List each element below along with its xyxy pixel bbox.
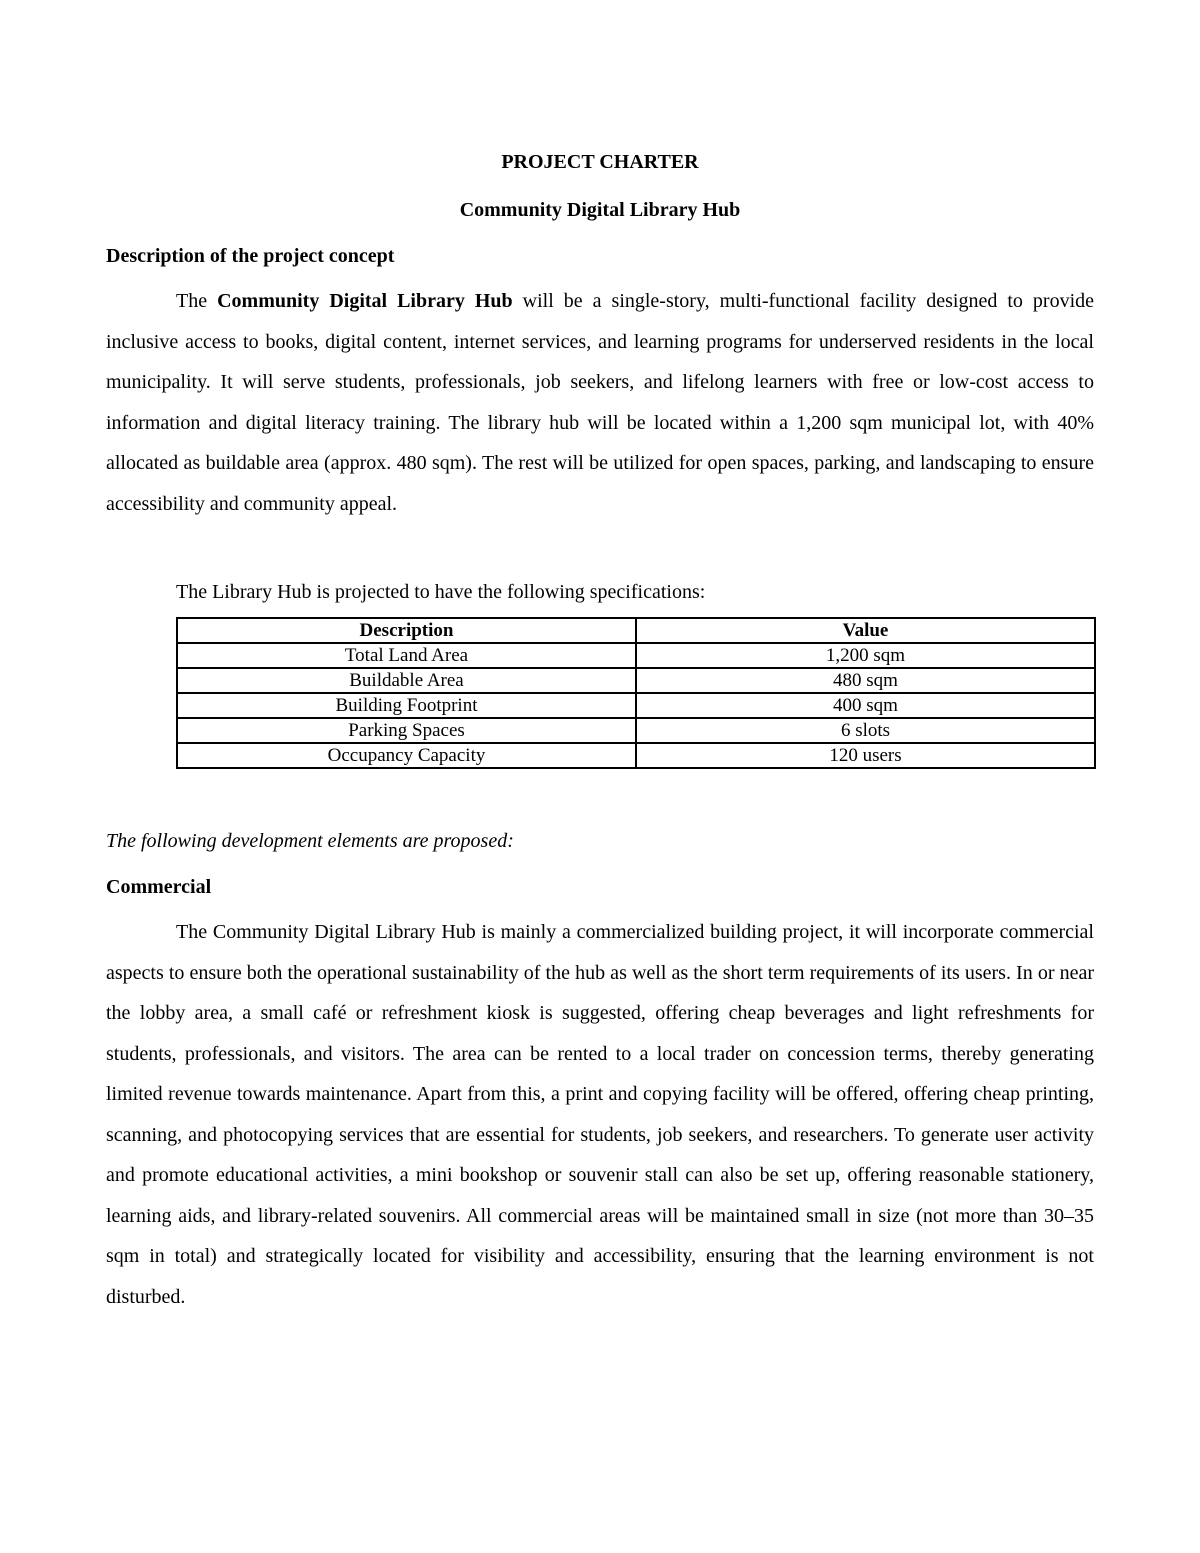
project-name-bold: Community Digital Library Hub [217,290,513,312]
section-heading-commercial: Commercial [106,876,212,898]
section-heading-description: Description of the project concept [106,245,395,267]
table-cell-description: Buildable Area [177,668,636,693]
table-cell-description: Occupancy Capacity [177,743,636,768]
table-header-row [177,618,1095,643]
specifications-table [176,617,1096,769]
table-row [177,718,1095,743]
table-row [177,668,1095,693]
proposed-elements-intro: The following development elements are proposed: [106,830,514,852]
table-cell-description: Parking Spaces [177,718,636,743]
specs-intro-text: The Library Hub is projected to have the following specifications: [176,581,706,603]
table-header-value: Value [636,618,1095,643]
paragraph-body: will be a single-story, multi-functional facility designed to provide inclusive access to books, digital content, internet services, and learning programs for underserved residents in the local municipality. It will serve students, professionals, job seekers, and lifelong learners with free or low-cost access to information and digital literacy training. The library hub will be located within a 1,200 sqm municipal lot, with 40% allocated as buildable area (approx. 480 sqm). The rest will be utilized for open spaces, parking, and landscaping to ensure accessibility and community appeal. [106,290,1095,515]
table-cell-value: 480 sqm [636,668,1095,693]
project-concept-paragraph [106,281,1094,524]
commercial-paragraph: The Community Digital Library Hub is mainly a commercialized building project, it will incorporate commercial aspects to ensure both the operational sustainability of the hub as well as the short term requirements of its users. In or near the lobby area, a small café or refreshment kiosk is suggested, offering cheap beverages and light refreshments for students, professionals, and visitors. The area can be rented to a local trader on concession terms, thereby generating limited revenue towards maintenance. Apart from this, a print and copying facility will be offered, offering cheap printing, scanning, and photocopying services that are essential for students, job seekers, and researchers. To generate user activity and promote educational activities, a mini bookshop or souvenir stall can also be set up, offering reasonable stationery, learning aids, and library-related souvenirs. All commercial areas will be maintained small in size (not more than 30–35 sqm in total) and strategically located for visibility and accessibility, ensuring that the learning environment is not disturbed. [106,921,1094,1308]
document-title: PROJECT CHARTER [501,151,699,173]
table-cell-value: 6 slots [636,718,1095,743]
table-row [177,743,1095,768]
document-subtitle: Community Digital Library Hub [459,199,741,221]
table-row [177,643,1095,668]
table-cell-value: 120 users [636,743,1095,768]
table-row [177,693,1095,718]
table-cell-description: Building Footprint [177,693,636,718]
paragraph-lead: The [176,290,218,312]
table-header-description: Description [177,618,636,643]
table-cell-value: 1,200 sqm [636,643,1095,668]
table-cell-value: 400 sqm [636,693,1095,718]
table-cell-description: Total Land Area [177,643,636,668]
